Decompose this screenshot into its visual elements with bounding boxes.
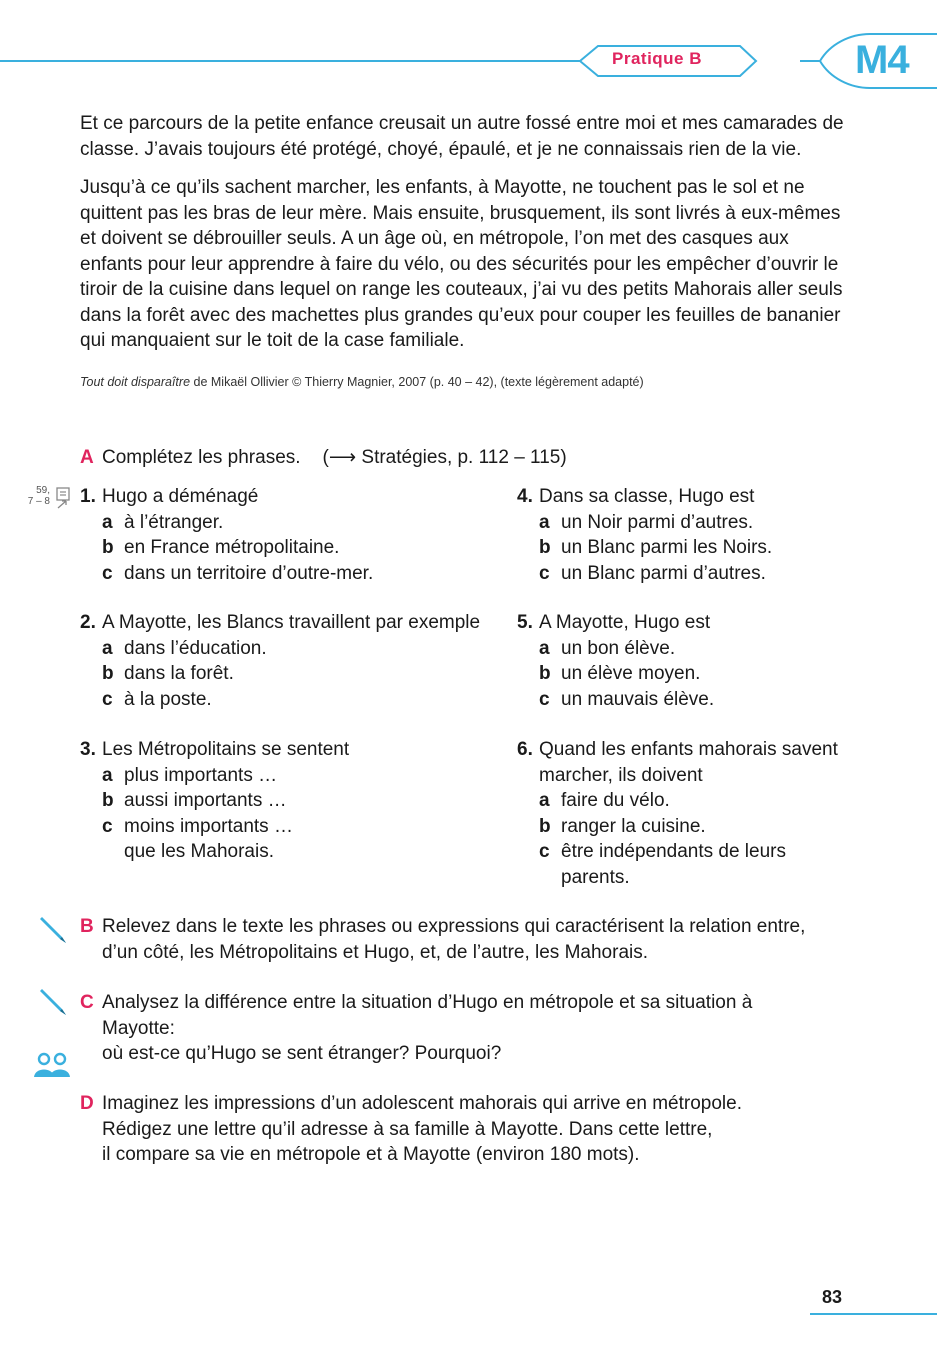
exercise-b-letter: B [80, 916, 94, 937]
source-title: Tout doit disparaître [80, 375, 191, 389]
option-a: a faire du vélo. [539, 790, 670, 811]
option-b: b un élève moyen. [539, 663, 701, 684]
option-c: c un mauvais élève. [539, 688, 715, 710]
question-stem: A Mayotte, les Blancs travaillent par exemple [102, 612, 481, 633]
option-a: a dans l’éducation. [102, 637, 267, 659]
option-a: a à l’étranger. [102, 511, 224, 533]
module-label: M4 [855, 38, 909, 82]
option-b: b un Blanc parmi les Noirs. [539, 537, 773, 558]
exercise-c-line-3: où est-ce qu’Hugo se sent étranger? Pourquoi? [102, 1043, 502, 1064]
question-stem: Dans sa classe, Hugo est [539, 486, 755, 507]
option-b: b en France métropolitaine. [102, 537, 340, 558]
option-b: b ranger la cuisine. [539, 815, 706, 837]
option-a: a un bon élève. [539, 637, 676, 659]
exercise-b-text: Relevez dans le texte les phrases ou expressions qui caractérisent la relation entre, d’un côté, les Métropolitains et Hugo, et, de l’autre, les Mahorais. [102, 916, 806, 963]
question-4: 4. Dans sa classe, Hugo est a un Noir parmi d’autres. b un Blanc parmi les Noirs. c un Blanc parmi d’autres. [517, 484, 937, 586]
exercise-d-letter: D [80, 1093, 94, 1114]
option-c: c être indépendants de leurs [539, 841, 786, 862]
reading-paragraph-2: Jusqu’à ce qu’ils sachent marcher, les enfants, à Mayotte, ne touchent pas le sol et ne quittent pas les bras de leur mère. Mais ensuite, brusquement, ils sont livrés à eux-mêmes et doivent se débrouiller seuls. A un âge où, en métropole, l’on met des casques aux enfants pour leur apprendre à faire du vélo, ou des sécurités pour les empêcher d’ouvrir le tiroir de la cuisine dans lequel on range les couteaux, j’ai vu des petits Mahorais aller seuls dans la forêt avec des machettes plus grandes qu’eux pour couper les feuilles de bananier qui manquaient sur le toit de la case familiale. [80, 177, 843, 351]
footer-rule [810, 1313, 937, 1315]
exercise-a-letter: A [80, 447, 94, 468]
exercise-c-line-1: Analysez la différence entre la situation d’Hugo en métropole et sa situation à [102, 992, 753, 1013]
strategy-reference: (⟶ Stratégies, p. 112 – 115) [322, 447, 567, 468]
question-stem-continued: marcher, ils doivent [539, 764, 703, 786]
exercise-d [80, 1091, 840, 1169]
workbook-icon [54, 487, 72, 509]
question-stem: Quand les enfants mahorais savent [539, 739, 838, 760]
question-3: 3. Les Métropolitains se sentent a plus importants … b aussi importants … c moins importants … que les Mahorais. [80, 737, 500, 865]
question-6: 6. Quand les enfants mahorais savent marcher, ils doivent a faire du vélo. b ranger la cuisine. c être indépendants de leurs parents. [517, 737, 937, 890]
option-b: b aussi importants … [102, 790, 287, 811]
option-b: b dans la forêt. [102, 663, 234, 684]
exercise-d-line-2: Rédigez une lettre qu’il adresse à sa famille à Mayotte. Dans cette lettre, [102, 1118, 713, 1140]
exercise-a-heading [80, 445, 567, 471]
exercise-d-line-3: il compare sa vie en métropole et à Mayotte (environ 180 mots). [102, 1144, 640, 1165]
exercise-c-letter: C [80, 992, 94, 1013]
reading-paragraph-1: Et ce parcours de la petite enfance creusait un autre fossé entre moi et mes camarades de classe. J’avais toujours été protégé, choyé, épaulé, et je ne connaissais rien de la vie. [80, 113, 844, 160]
header-rule-left [0, 60, 600, 62]
page-number: 83 [822, 1287, 843, 1307]
question-stem: A Mayotte, Hugo est [539, 612, 711, 633]
option-a: a plus importants … [102, 764, 278, 786]
question-tail: que les Mahorais. [124, 841, 274, 862]
exercise-b [80, 914, 840, 966]
question-stem: Les Métropolitains se sentent [102, 739, 350, 760]
question-stem: Hugo a déménagé [102, 486, 259, 507]
exercise-c [80, 990, 840, 1068]
exercise-c-line-2: Mayotte: [102, 1017, 175, 1039]
exercise-a-instruction: Complétez les phrases. [102, 447, 301, 468]
pair-work-icon [32, 1051, 72, 1079]
option-c: c dans un territoire d’outre-mer. [102, 562, 374, 584]
question-tail: parents. [561, 866, 630, 888]
option-c: c un Blanc parmi d’autres. [539, 562, 766, 584]
track-reference: 59, 7 – 8 [27, 485, 50, 507]
question-5: 5. A Mayotte, Hugo est a un bon élève. b un élève moyen. c un mauvais élève. [517, 610, 937, 712]
source-citation [80, 375, 644, 389]
section-label: Pratique B [612, 49, 703, 68]
pencil-icon [36, 985, 70, 1019]
pencil-icon [36, 913, 70, 947]
exercise-d-line-1: Imaginez les impressions d’un adolescent mahorais qui arrive en métropole. [102, 1093, 742, 1114]
question-1: 1. Hugo a déménagé a à l’étranger. b en France métropolitaine. c dans un territoire d’outre-mer. [80, 484, 500, 586]
option-a: a un Noir parmi d’autres. [539, 511, 754, 533]
source-details: de Mikaël Ollivier © Thierry Magnier, 2007 (p. 40 – 42), (texte légèrement adapté) [190, 375, 644, 389]
question-2: 2. A Mayotte, les Blancs travaillent par exemple a dans l’éducation. b dans la forêt. c à la poste. [80, 610, 500, 712]
option-c: c moins importants … [102, 815, 293, 837]
option-c: c à la poste. [102, 688, 212, 710]
